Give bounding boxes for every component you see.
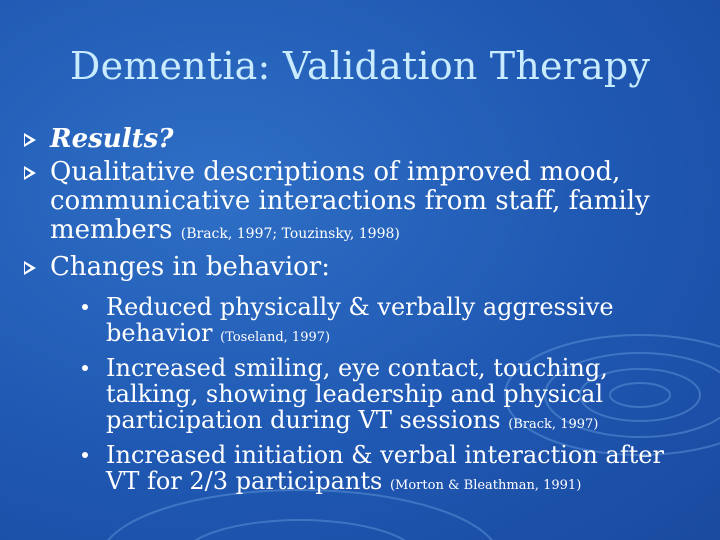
dot-bullet-icon	[82, 452, 88, 458]
subbullet-smiling	[80, 355, 704, 438]
slide-content	[24, 125, 704, 503]
citation: (Toseland, 1997)	[220, 330, 331, 345]
bullet-qualitative	[24, 158, 704, 249]
subbullet-text: Increased initiation & verbal interaction after VT for 2/3 participants	[106, 441, 664, 495]
citation: (Brack, 1997)	[508, 417, 599, 432]
bullet-text: Changes in behavior:	[50, 252, 330, 282]
arrow-bullet-icon	[24, 133, 36, 147]
dot-bullet-icon	[82, 304, 88, 310]
slide-title: Dementia: Validation Therapy	[69, 44, 651, 88]
bullet-results	[24, 125, 704, 154]
bullet-changes	[24, 253, 704, 282]
arrow-bullet-icon	[24, 261, 36, 275]
citation: (Brack, 1997; Touzinsky, 1998)	[180, 226, 400, 242]
subbullet-text: Reduced physically & verbally aggressive behavior	[106, 293, 614, 347]
subbullet-initiation	[80, 442, 704, 499]
bullet-text: Results?	[50, 124, 174, 154]
dot-bullet-icon	[82, 365, 88, 371]
subbullet-text: Increased smiling, eye contact, touching, talking, showing leadership and physical participation during VT sessions	[106, 354, 608, 434]
citation: (Morton & Bleathman, 1991)	[389, 478, 582, 493]
arrow-bullet-icon	[24, 166, 36, 180]
subbullet-aggressive	[80, 294, 704, 351]
bullet-text: Qualitative descriptions of improved mood, communicative interactions from staff, family members	[50, 157, 650, 245]
